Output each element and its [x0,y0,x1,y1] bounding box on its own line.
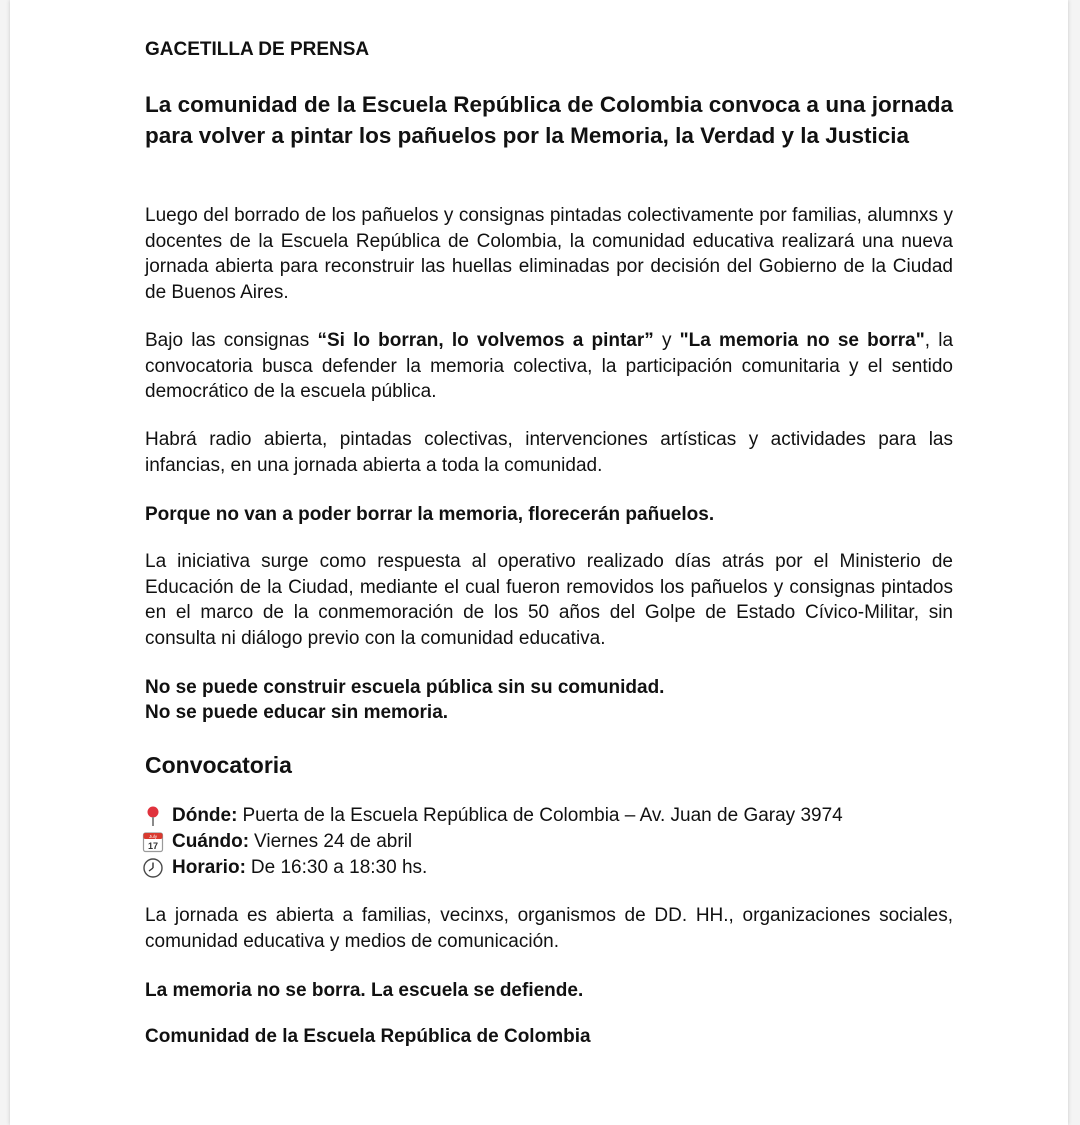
paragraph-context: La iniciativa surge como respuesta al operativo realizado días atrás por el Ministerio de Educación de la Ciudad, mediante el cual fueron removidos los pañuelos y consignas pintados en el marco de la conmemoración de los 50 años del Golpe de Estado Cívico-Militar, sin consulta ni diálogo previo con la comunidad educativa. [145,551,953,650]
calendar-icon [142,831,164,853]
calendar-icon-month: July [148,834,158,839]
calendar-icon-day: 17 [147,841,159,851]
bold-statement-closing: La memoria no se borra. La escuela se defiende. [145,980,584,1001]
info-where [142,803,962,829]
paragraph-slogans-text-3: , la convocatoria busca defender la memoria colectiva, la participación comunitaria y el sentido democrático de la escuela pública. [145,330,954,403]
clock-icon [142,857,164,879]
paragraph-slogans [145,328,953,405]
paragraph-slogans-text-1: Bajo las consignas [145,330,318,351]
slogan-1: “Si lo borran, lo volvemos a pintar” [317,330,654,351]
slogan-2: "La memoria no se borra" [679,330,925,351]
event-info-list [142,803,962,881]
info-where-key: Dónde: [172,805,238,826]
section-heading-convocatoria: Convocatoria [145,752,292,778]
bold-statement-memory: No se puede educar sin memoria. [145,702,449,723]
signature: Comunidad de la Escuela República de Colombia [145,1026,591,1047]
info-where-value: Puerta de la Escuela República de Colombia – Av. Juan de Garay 3974 [242,805,843,826]
bold-statement-community: No se puede construir escuela pública sin su comunidad. [145,677,665,698]
document-title: La comunidad de la Escuela República de Colombia convoca a una jornada para volver a pintar los pañuelos por la Memoria, la Verdad y la Justicia [145,92,953,148]
info-time-key: Horario: [172,857,246,878]
info-when [142,829,962,855]
info-when-value: Viernes 24 de abril [254,831,413,852]
press-release-label: GACETILLA DE PRENSA [145,39,370,60]
info-time-value: De 16:30 a 18:30 hs. [250,857,428,878]
bold-statement-flowers: Porque no van a poder borrar la memoria, florecerán pañuelos. [145,504,715,525]
paragraph-intro: Luego del borrado de los pañuelos y consignas pintadas colectivamente por familias, alumnxs y docentes de la Escuela República de Colombia, la comunidad educativa realizará una nueva jornada abierta para reconstruir las huellas eliminadas por decisión del Gobierno de la Ciudad de Buenos Aires. [145,205,953,304]
paragraph-slogans-text-2: y [653,330,680,351]
info-time [142,855,962,881]
paragraph-audience: La jornada es abierta a familias, vecinxs, organismos de DD. HH., organizaciones sociales, comunidad educativa y medios de comunicación. [145,905,953,952]
info-when-key: Cuándo: [172,831,250,852]
pin-icon [142,805,164,827]
document-page [10,0,1068,1125]
paragraph-activities: Habrá radio abierta, pintadas colectivas, intervenciones artísticas y actividades para las infancias, en una jornada abierta a toda la comunidad. [145,429,953,476]
